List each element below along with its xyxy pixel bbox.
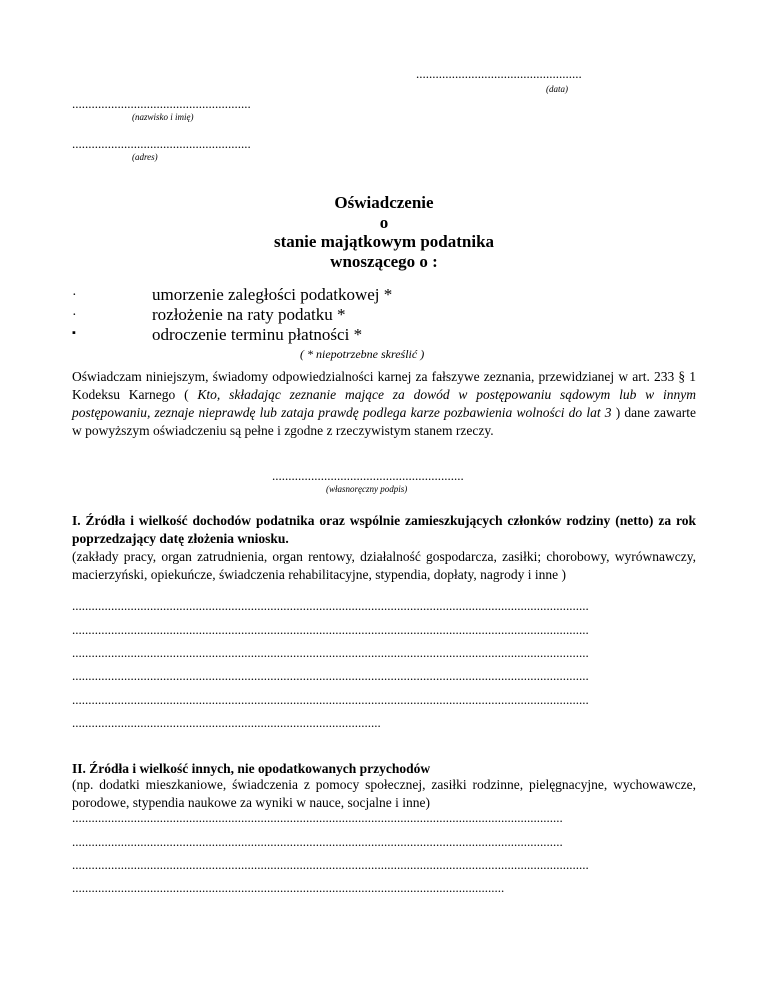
option-item[interactable] — [0, 305, 768, 325]
date-caption: (data) — [546, 84, 568, 94]
section-2-description: (np. dodatki mieszkaniowe, świadczenia z pomocy społecznej, zasiłki rodzinne, pielęgnacyjne, wychowawcze, porodowe, stypendia naukowe za wyniki w nauce, socjalne i inne) — [72, 777, 696, 810]
option-label: odroczenie terminu płatności * — [152, 325, 363, 344]
section-1-line[interactable]: ............................................................................................................................................................... — [72, 598, 589, 613]
section-1-heading: I. Źródła i wielkość dochodów podatnika oraz wspólnie zamieszkujących członków rodziny (netto) za rok poprzedzający datę złożenia wniosku. — [72, 513, 696, 546]
bullet-icon: · — [72, 308, 77, 323]
section-1-line[interactable]: ............................................................................................................................................................... — [72, 692, 589, 707]
declaration-text-end: ) dane zawarte w powyższym oświadczeniu są pełne i zgodne z rzeczywistym stanem rzeczy. — [72, 405, 696, 438]
document-title-line4: wnoszącego o : — [330, 252, 438, 271]
section-2-line[interactable]: ............................................................................................................................................................... — [72, 857, 589, 872]
option-label: rozłożenie na raty podatku * — [152, 305, 346, 324]
penal-code-quote: Kto, składając zeznanie mające za dowód w postępowaniu sądowym lub w innym postępowaniu, zeznaje nieprawdę lub zataja prawdę podlega karze pozbawienia wolności do lat 3 — [72, 387, 696, 420]
bullet-icon: ▪ — [72, 327, 76, 339]
section-1-line[interactable]: ............................................................................................... — [72, 715, 381, 730]
name-field[interactable]: ....................................................... — [72, 96, 251, 111]
section-2-line[interactable]: ..................................................................................................................................... — [72, 880, 505, 895]
signature-caption: (własnoręczny podpis) — [326, 484, 408, 494]
address-caption: (adres) — [132, 152, 158, 162]
declaration-paragraph — [72, 368, 696, 440]
section-1-line[interactable]: ............................................................................................................................................................... — [72, 622, 589, 637]
document-title-line3: stanie majątkowym podatnika — [273, 232, 495, 251]
declaration-text: Oświadczam niniejszym, świadomy odpowiedzialności karnej za fałszywe zeznania, przewidzianej w art. 233 § 1 Kodeksu Karnego ( — [72, 369, 696, 402]
document-title: Oświadczenie — [334, 193, 434, 212]
section-1-description: (zakłady pracy, organ zatrudnienia, organ rentowy, działalność gospodarcza, zasiłki; chorobowy, wyrównawczy, macierzyński, opiekuńcze, świadczenia rehabilitacyjne, stypendia, dopłaty, nagrody i inne ) — [72, 549, 696, 582]
option-item[interactable] — [0, 325, 768, 345]
section-2-heading: II. Źródła i wielkość innych, nie opodatkowanych przychodów — [72, 761, 431, 776]
signature-field[interactable]: ........................................................... — [272, 468, 464, 483]
option-item[interactable] — [0, 285, 768, 305]
name-caption: (nazwisko i imię) — [132, 112, 194, 122]
document-title-line2: o — [379, 213, 389, 232]
section-2-line[interactable]: ....................................................................................................................................................... — [72, 834, 563, 849]
address-field[interactable]: ....................................................... — [72, 136, 251, 151]
section-1-line[interactable]: ............................................................................................................................................................... — [72, 645, 589, 660]
option-label: umorzenie zaległości podatkowej * — [152, 285, 393, 304]
bullet-icon: · — [72, 288, 77, 303]
date-field[interactable]: ................................................... — [416, 66, 582, 81]
section-1-line[interactable]: ............................................................................................................................................................... — [72, 668, 589, 683]
section-2-line[interactable]: ....................................................................................................................................................... — [72, 810, 563, 825]
options-note: ( * niepotrzebne skreślić ) — [300, 347, 425, 361]
